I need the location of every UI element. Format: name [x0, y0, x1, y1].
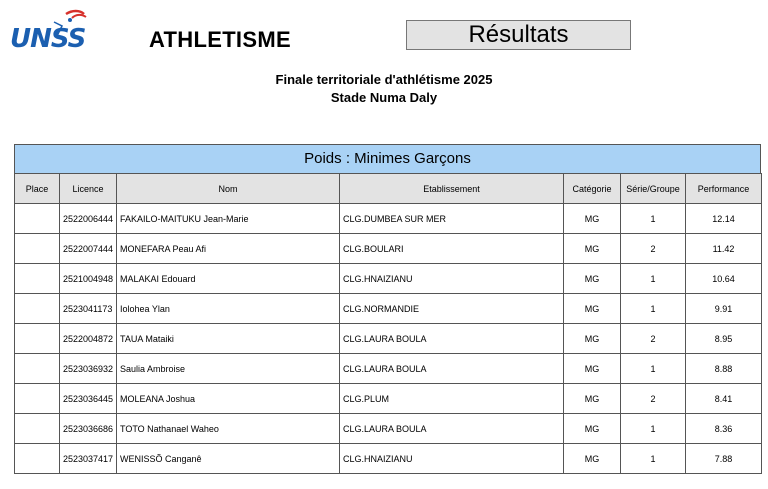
results-table-container — [14, 144, 761, 474]
place-cell — [15, 444, 60, 474]
performance-cell: 8.36 — [686, 414, 762, 444]
name-cell: MONEFARA Peau Afi — [117, 234, 340, 264]
category-cell: MG — [564, 414, 621, 444]
column-header: Performance — [686, 174, 762, 204]
school-cell: CLG.HNAIZIANU — [340, 264, 564, 294]
name-cell: WENISSÕ Canganê — [117, 444, 340, 474]
event-title: Poids : Minimes Garçons — [14, 144, 761, 173]
licence-cell: 2523036686 — [60, 414, 117, 444]
table-row — [15, 234, 762, 264]
column-header: Place — [15, 174, 60, 204]
school-cell: CLG.NORMANDIE — [340, 294, 564, 324]
name-cell: TOTO Nathanael Waheo — [117, 414, 340, 444]
place-cell — [15, 324, 60, 354]
name-cell: FAKAILO-MAITUKU Jean-Marie — [117, 204, 340, 234]
school-cell: CLG.LAURA BOULA — [340, 414, 564, 444]
column-header: Catégorie — [564, 174, 621, 204]
place-cell — [15, 354, 60, 384]
column-header: Série/Groupe — [621, 174, 686, 204]
performance-cell: 8.95 — [686, 324, 762, 354]
place-cell — [15, 414, 60, 444]
logo-text: UNSS — [10, 24, 86, 54]
licence-cell: 2522004872 — [60, 324, 117, 354]
licence-cell: 2523036932 — [60, 354, 117, 384]
licence-cell: 2522007444 — [60, 234, 117, 264]
school-cell: CLG.PLUM — [340, 384, 564, 414]
table-row — [15, 444, 762, 474]
place-cell — [15, 294, 60, 324]
place-cell — [15, 384, 60, 414]
performance-cell: 12.14 — [686, 204, 762, 234]
venue-title: Stade Numa Daly — [330, 90, 438, 105]
name-cell: MOLEANA Joshua — [117, 384, 340, 414]
series-cell: 2 — [621, 324, 686, 354]
table-row — [15, 414, 762, 444]
category-cell: MG — [564, 204, 621, 234]
school-cell: CLG.LAURA BOULA — [340, 354, 564, 384]
school-cell: CLG.HNAIZIANU — [340, 444, 564, 474]
performance-cell: 8.88 — [686, 354, 762, 384]
series-cell: 1 — [621, 204, 686, 234]
series-cell: 1 — [621, 444, 686, 474]
category-cell: MG — [564, 294, 621, 324]
category-cell: MG — [564, 444, 621, 474]
series-cell: 1 — [621, 264, 686, 294]
category-cell: MG — [564, 384, 621, 414]
performance-cell: 10.64 — [686, 264, 762, 294]
results-label: Résultats — [406, 20, 631, 50]
licence-cell: 2523037417 — [60, 444, 117, 474]
name-cell: Iolohea Ylan — [117, 294, 340, 324]
performance-cell: 7.88 — [686, 444, 762, 474]
category-cell: MG — [564, 354, 621, 384]
licence-cell: 2523036445 — [60, 384, 117, 414]
category-cell: MG — [564, 264, 621, 294]
school-cell: CLG.BOULARI — [340, 234, 564, 264]
school-cell: CLG.DUMBEA SUR MER — [340, 204, 564, 234]
table-row — [15, 384, 762, 414]
series-cell: 1 — [621, 294, 686, 324]
results-table — [14, 173, 762, 474]
sport-title: ATHLETISME — [149, 27, 291, 52]
licence-cell: 2521004948 — [60, 264, 117, 294]
table-row — [15, 264, 762, 294]
licence-cell: 2522006444 — [60, 204, 117, 234]
category-cell: MG — [564, 324, 621, 354]
performance-cell: 8.41 — [686, 384, 762, 414]
name-cell: MALAKAI Edouard — [117, 264, 340, 294]
series-cell: 1 — [621, 414, 686, 444]
competition-title: Finale territoriale d'athlétisme 2025 — [275, 72, 493, 87]
unss-logo — [10, 8, 112, 56]
table-row — [15, 324, 762, 354]
category-cell: MG — [564, 234, 621, 264]
place-cell — [15, 204, 60, 234]
name-cell: TAUA Mataiki — [117, 324, 340, 354]
table-row — [15, 204, 762, 234]
column-header: Licence — [60, 174, 117, 204]
series-cell: 1 — [621, 354, 686, 384]
table-row — [15, 354, 762, 384]
table-header-row — [15, 174, 762, 204]
name-cell: Saulia Ambroise — [117, 354, 340, 384]
column-header: Nom — [117, 174, 340, 204]
series-cell: 2 — [621, 234, 686, 264]
performance-cell: 9.91 — [686, 294, 762, 324]
licence-cell: 2523041173 — [60, 294, 117, 324]
place-cell — [15, 264, 60, 294]
performance-cell: 11.42 — [686, 234, 762, 264]
place-cell — [15, 234, 60, 264]
column-header: Etablissement — [340, 174, 564, 204]
school-cell: CLG.LAURA BOULA — [340, 324, 564, 354]
series-cell: 2 — [621, 384, 686, 414]
table-row — [15, 294, 762, 324]
